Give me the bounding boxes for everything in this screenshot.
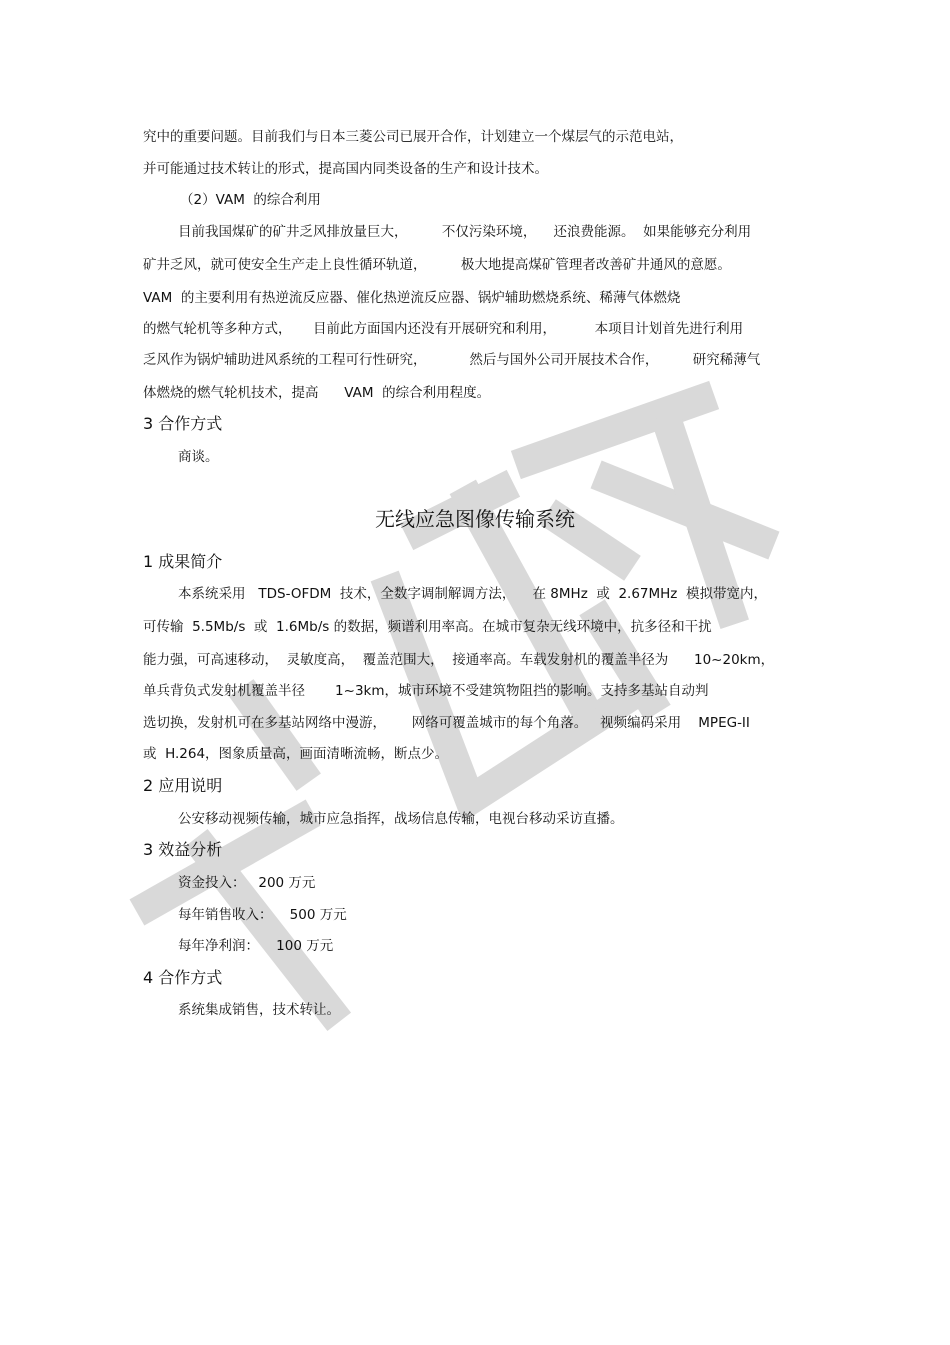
body-text-line: 体燃烧的燃气轮机技术，提高 VAM 的综合利用程度。	[143, 385, 491, 401]
body-text-line: 公安移动视频传输，城市应急指挥，战场信息传输，电视台移动采访直播。	[178, 811, 624, 827]
body-text-line: 目前我国煤矿的矿井乏风排放量巨大， 不仅污染环境， 还浪费能源。 如果能够充分利用	[178, 224, 752, 240]
body-text-line: 本系统采用 TDS-OFDM 技术，全数字调制解调方法， 在 8MHz 或 2.67MHz 模拟带宽内，	[178, 586, 767, 602]
benefit-line: 每年销售收入： 500 万元	[178, 907, 347, 923]
section-title: 无线应急图像传输系统	[375, 507, 575, 531]
body-text-line: 究中的重要问题。目前我们与日本三菱公司已展开合作，计划建立一个煤层气的示范电站，	[143, 129, 683, 145]
body-text-line: 系统集成销售，技术转让。	[178, 1002, 340, 1018]
body-text-line: 商谈。	[178, 449, 219, 465]
watermark-stroke	[530, 400, 700, 460]
heading-application: 2 应用说明	[143, 776, 223, 795]
body-text-line: 单兵背负式发射机覆盖半径 1~3km，城市环境不受建筑物阻挡的影响。支持多基站自动判	[143, 683, 709, 699]
benefit-line: 每年净利润： 100 万元	[178, 938, 334, 954]
subheading-vam: （2）VAM 的综合利用	[180, 192, 321, 208]
heading-intro: 1 成果简介	[143, 552, 223, 571]
benefit-line: 资金投入： 200 万元	[178, 875, 316, 891]
body-text-line: 并可能通过技术转让的形式，提高国内同类设备的生产和设计技术。	[143, 161, 548, 177]
body-text-line: 选切换，发射机可在多基站网络中漫游， 网络可覆盖城市的每个角落。 视频编码采用 MPEG-II	[143, 715, 750, 731]
body-text-line: VAM 的主要利用有热逆流反应器、催化热逆流反应器、锅炉辅助燃烧系统、稀薄气体燃烧	[143, 290, 681, 306]
body-text-line: 或 H.264，图象质量高，画面清晰流畅，断点少。	[143, 746, 449, 762]
body-text-line: 可传输 5.5Mb/s 或 1.6Mb/s 的数据，频谱利用率高。在城市复杂无线环境中，抗多径和干扰	[143, 619, 712, 635]
watermark-stroke	[150, 820, 300, 905]
body-text-line: 的燃气轮机等多种方式， 目前此方面国内还没有开展研究和利用， 本项目计划首先进行利用	[143, 321, 744, 337]
body-text-line: 能力强，可高速移动， 灵敏度高， 覆盖范围大， 接通率高。车载发射机的覆盖半径为 10~20km，	[143, 652, 775, 668]
heading-cooperation: 3 合作方式	[143, 414, 223, 433]
body-text-line: 乏风作为锅炉辅助进风系统的工程可行性研究， 然后与国外公司开展技术合作， 研究稀薄气	[143, 352, 761, 368]
heading-benefit: 3 效益分析	[143, 840, 223, 859]
heading-cooperation-2: 4 合作方式	[143, 968, 223, 987]
body-text-line: 矿井乏风，就可使安全生产走上良性循环轨道， 极大地提高煤矿管理者改善矿井通风的意愿。	[143, 257, 731, 273]
